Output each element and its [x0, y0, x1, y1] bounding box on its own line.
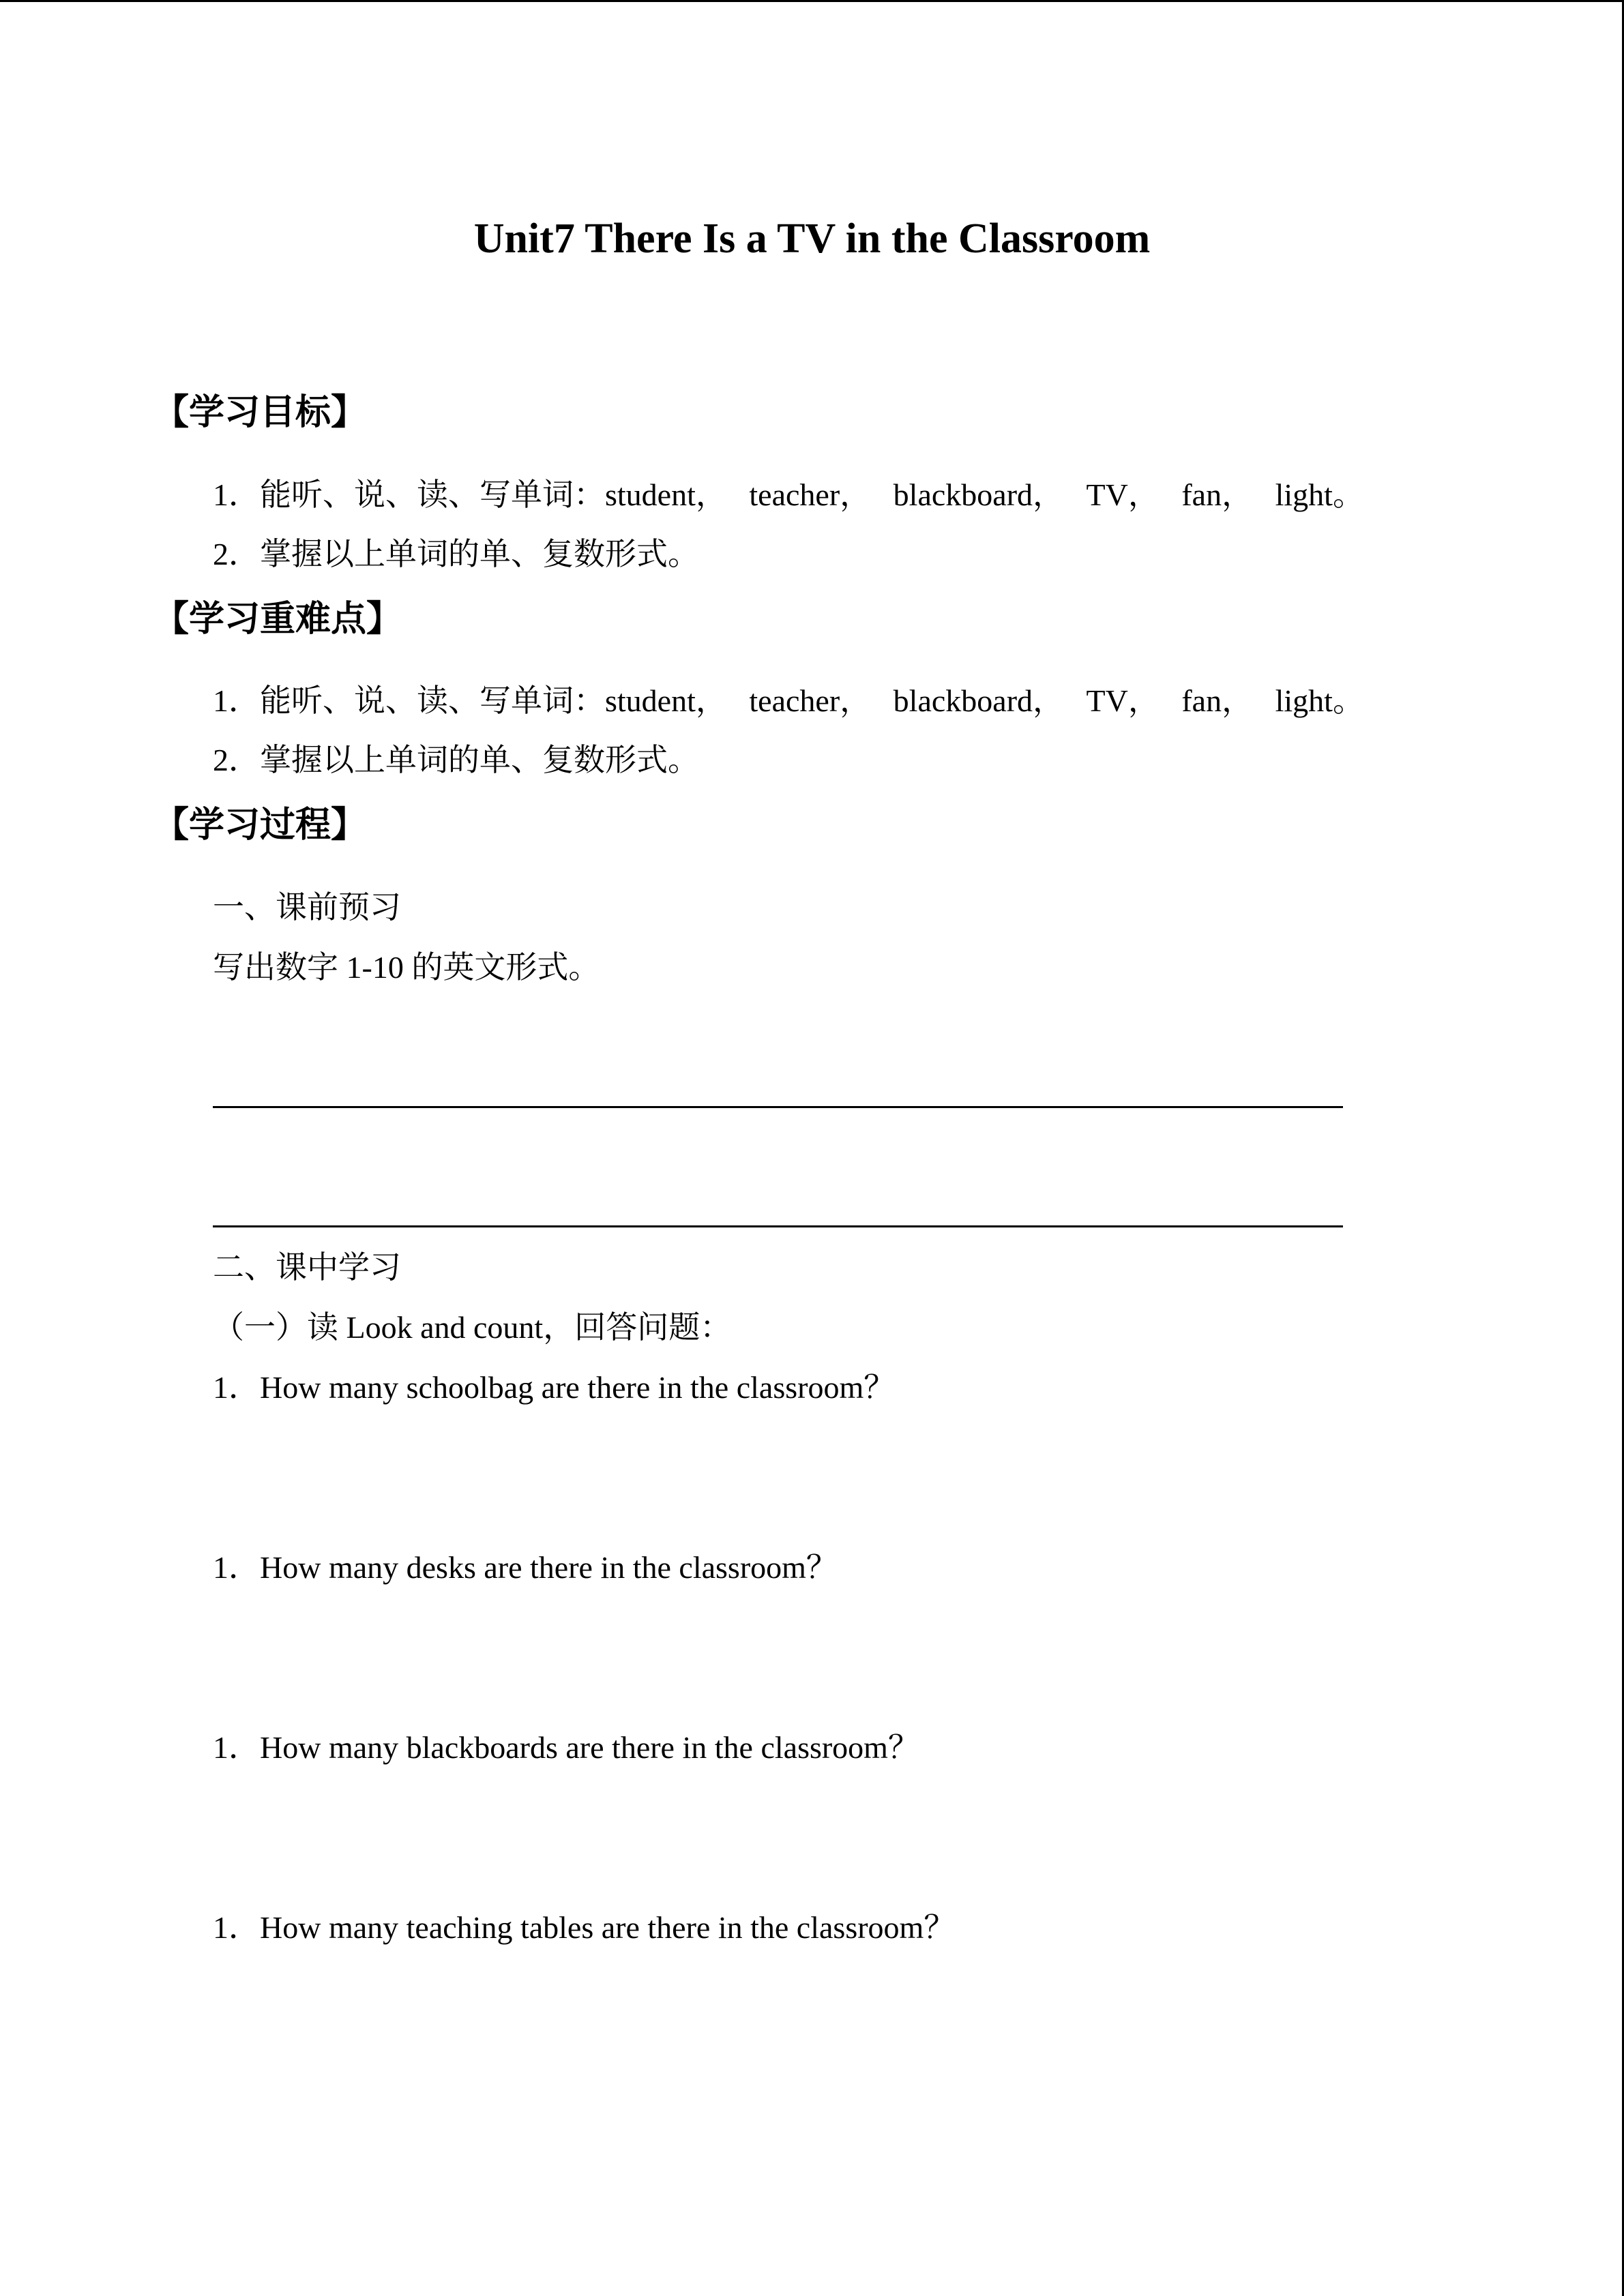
vocab-word: blackboard，: [893, 477, 1065, 512]
heading-key-points: 【学习重难点】: [153, 599, 402, 640]
page-border-top: [0, 0, 1624, 2]
objective-item-2: 2．掌握以上单词的单、复数形式。: [213, 537, 699, 571]
answer-line-2: [213, 1225, 1343, 1227]
vocab-word: teacher，: [749, 477, 872, 512]
vocab-word: fan，: [1181, 477, 1254, 512]
page-title: Unit7 There Is a TV in the Classroom: [473, 215, 1151, 262]
vocab-word: teacher，: [749, 683, 872, 718]
vocab-word: TV，: [1086, 477, 1160, 512]
question-2: 1．How many desks are there in the classroom？: [213, 1550, 838, 1585]
question-4: 1．How many teaching tables are there in the classroom？: [213, 1910, 956, 1945]
answer-line-1: [213, 1106, 1343, 1108]
vocab-word: TV，: [1086, 683, 1160, 718]
key-point-item-1: [213, 681, 1364, 721]
vocab-word: light。: [1275, 683, 1364, 718]
preview-title: 一、课前预习: [213, 890, 401, 925]
objective-item-1: [213, 475, 1364, 516]
question-1: 1．How many schoolbag are there in the classroom？: [213, 1370, 896, 1405]
key-point-item-1-lead: 1．能听、说、读、写单词：student，: [213, 683, 727, 718]
heading-process: 【学习过程】: [153, 805, 367, 846]
preview-task: 写出数字 1-10 的英文形式。: [213, 950, 600, 985]
key-point-item-2: 2．掌握以上单词的单、复数形式。: [213, 743, 699, 777]
vocab-word: fan，: [1181, 683, 1254, 718]
objective-item-1-lead: 1．能听、说、读、写单词：student，: [213, 477, 727, 512]
vocab-word: blackboard，: [893, 683, 1065, 718]
heading-objectives: 【学习目标】: [153, 392, 367, 433]
in-class-title: 二、课中学习: [213, 1250, 401, 1285]
reading-task: （一）读 Look and count，回答问题：: [213, 1310, 732, 1345]
question-3: 1．How many blackboards are there in the classroom？: [213, 1730, 919, 1765]
vocab-word: light。: [1275, 477, 1364, 512]
